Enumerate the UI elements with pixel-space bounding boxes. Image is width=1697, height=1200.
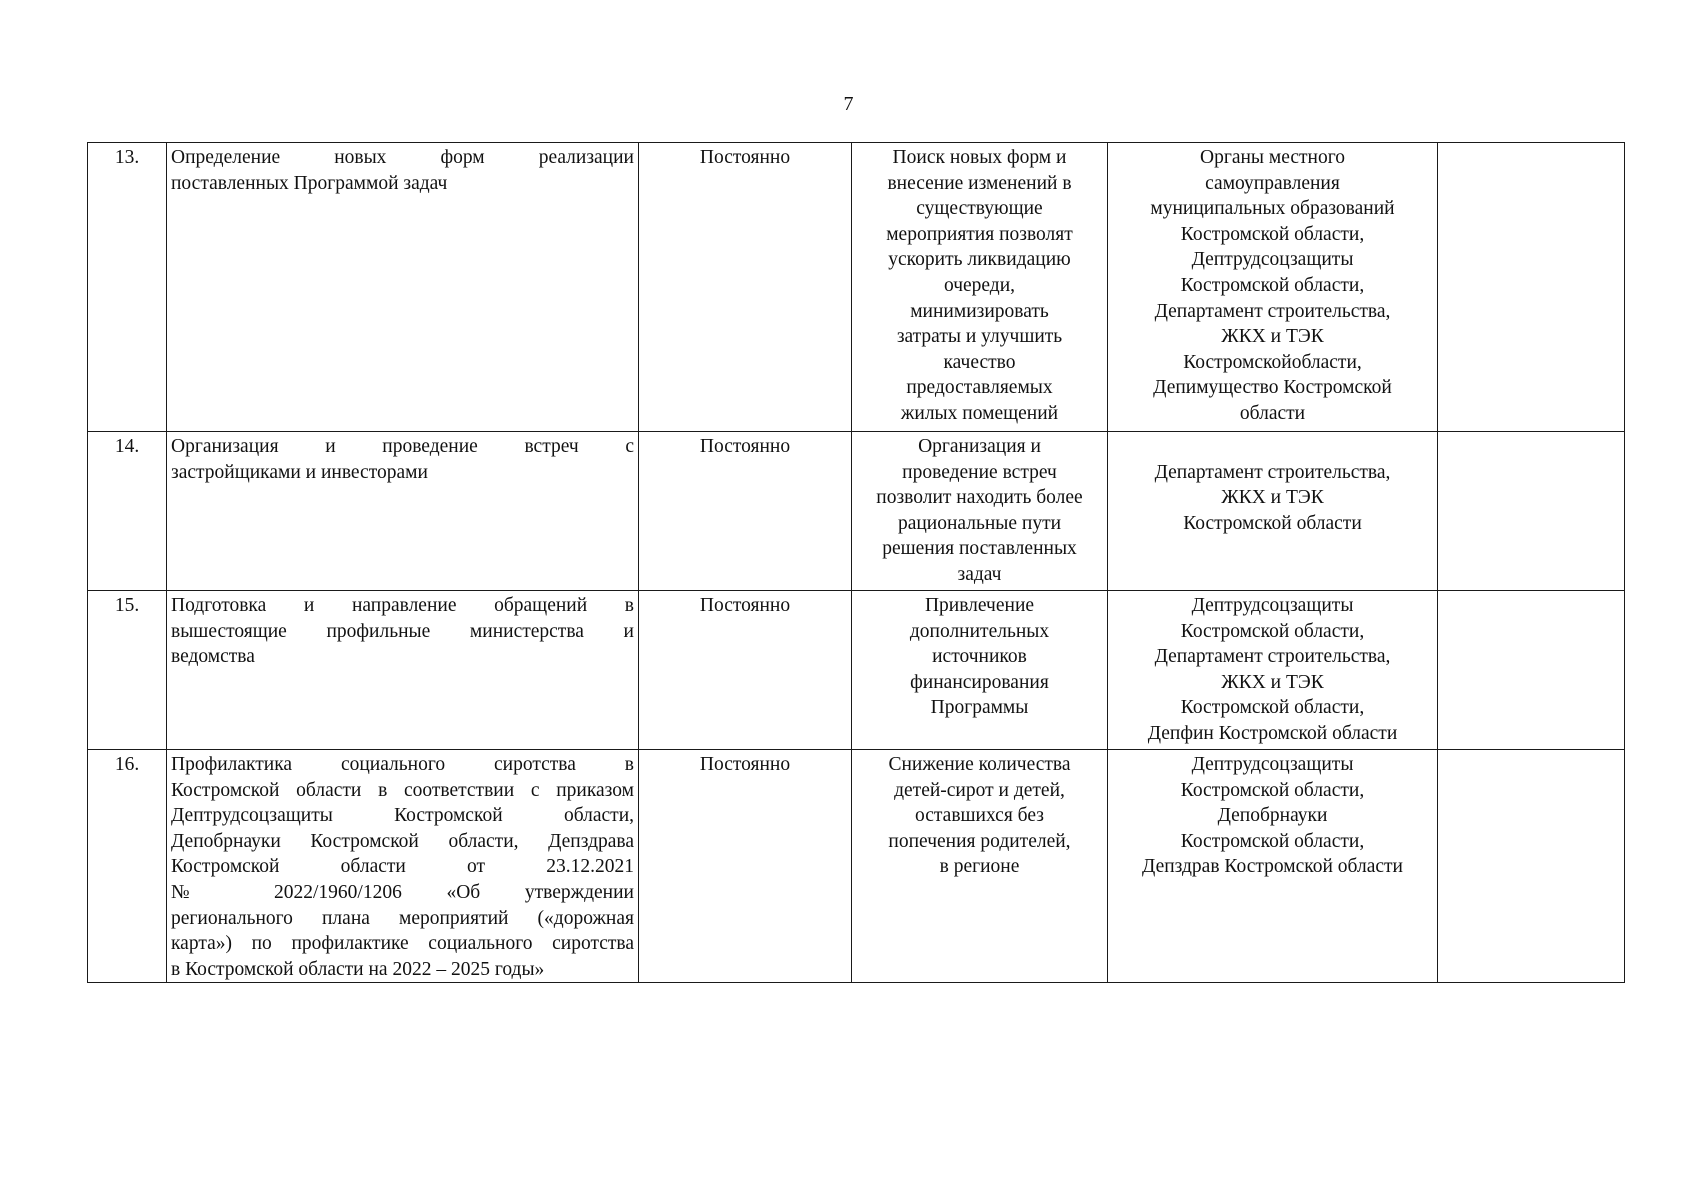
table-row [88, 143, 1625, 432]
event-cell [167, 750, 639, 983]
event-text-line: в Костромской области на 2022 – 2025 годы» [171, 958, 545, 980]
note-cell [1438, 750, 1625, 983]
event-text-line: поставленных Программой задач [171, 172, 448, 194]
event-cell [167, 591, 639, 750]
event-text-line: ведомства [171, 646, 255, 668]
table-row [88, 750, 1625, 983]
row-number: 16. [88, 750, 167, 983]
event-text-line: карта») по профилактике социального сиротства [171, 933, 634, 955]
row-number: 13. [88, 143, 167, 432]
event-text-line: Костромской области в соответствии с приказом [171, 779, 634, 801]
executors-cell: Департамент строительства, ЖКХ и ТЭК Костромской области [1108, 432, 1438, 591]
page-number: 7 [843, 93, 854, 115]
table-row [88, 432, 1625, 591]
event-text-line: регионального плана мероприятий («дорожная [171, 907, 634, 929]
executors-cell: Органы местного самоуправления муниципальных образований Костромской области, Дептрудсоцзащиты Костромской области, Департамент строительства, ЖКХ и ТЭК Костромскойобласти, Депимущество Костромской области [1108, 143, 1438, 432]
term-cell: Постоянно [639, 591, 852, 750]
event-text-line: Депобрнауки Костромской области, Депздрава [171, 830, 634, 852]
result-cell: Организация и проведение встреч позволит находить более рациональные пути решения поставленных задач [852, 432, 1108, 591]
result-cell: Поиск новых форм и внесение изменений в существующие мероприятия позволят ускорить ликвидацию очереди, минимизировать затраты и улучшить качество предоставляемых жилых помещений [852, 143, 1108, 432]
result-cell: Снижение количества детей-сирот и детей, оставшихся без попечения родителей, в регионе [852, 750, 1108, 983]
event-text-line: Организация и проведение встреч с [171, 436, 634, 457]
event-text-line: Дептрудсоцзащиты Костромской области, [171, 805, 634, 827]
result-cell: Привлечение дополнительных источников финансирования Программы [852, 591, 1108, 750]
row-number: 15. [88, 591, 167, 750]
event-text-line: вышестоящие профильные министерства и [171, 620, 634, 642]
term-cell: Постоянно [639, 750, 852, 983]
note-cell [1438, 143, 1625, 432]
event-text-line: Профилактика социального сиротства в [171, 754, 634, 775]
event-text-line: Подготовка и направление обращений в [171, 595, 634, 616]
executors-cell: Дептрудсоцзащиты Костромской области, Департамент строительства, ЖКХ и ТЭК Костромской области, Депфин Костромской области [1108, 591, 1438, 750]
event-text-line: Определение новых форм реализации [171, 147, 634, 168]
event-text-line: застройщиками и инвесторами [171, 461, 428, 483]
event-text-line: Костромской области от 23.12.2021 [171, 856, 634, 878]
note-cell [1438, 432, 1625, 591]
term-cell: Постоянно [639, 143, 852, 432]
note-cell [1438, 591, 1625, 750]
event-cell [167, 143, 639, 432]
executors-cell: Дептрудсоцзащиты Костромской области, Депобрнауки Костромской области, Депздрав Костромской области [1108, 750, 1438, 983]
measures-table [87, 142, 1625, 983]
row-number: 14. [88, 432, 167, 591]
table-row [88, 591, 1625, 750]
event-text-line: № 2022/1960/1206 «Об утверждении [171, 881, 634, 903]
event-cell [167, 432, 639, 591]
term-cell: Постоянно [639, 432, 852, 591]
